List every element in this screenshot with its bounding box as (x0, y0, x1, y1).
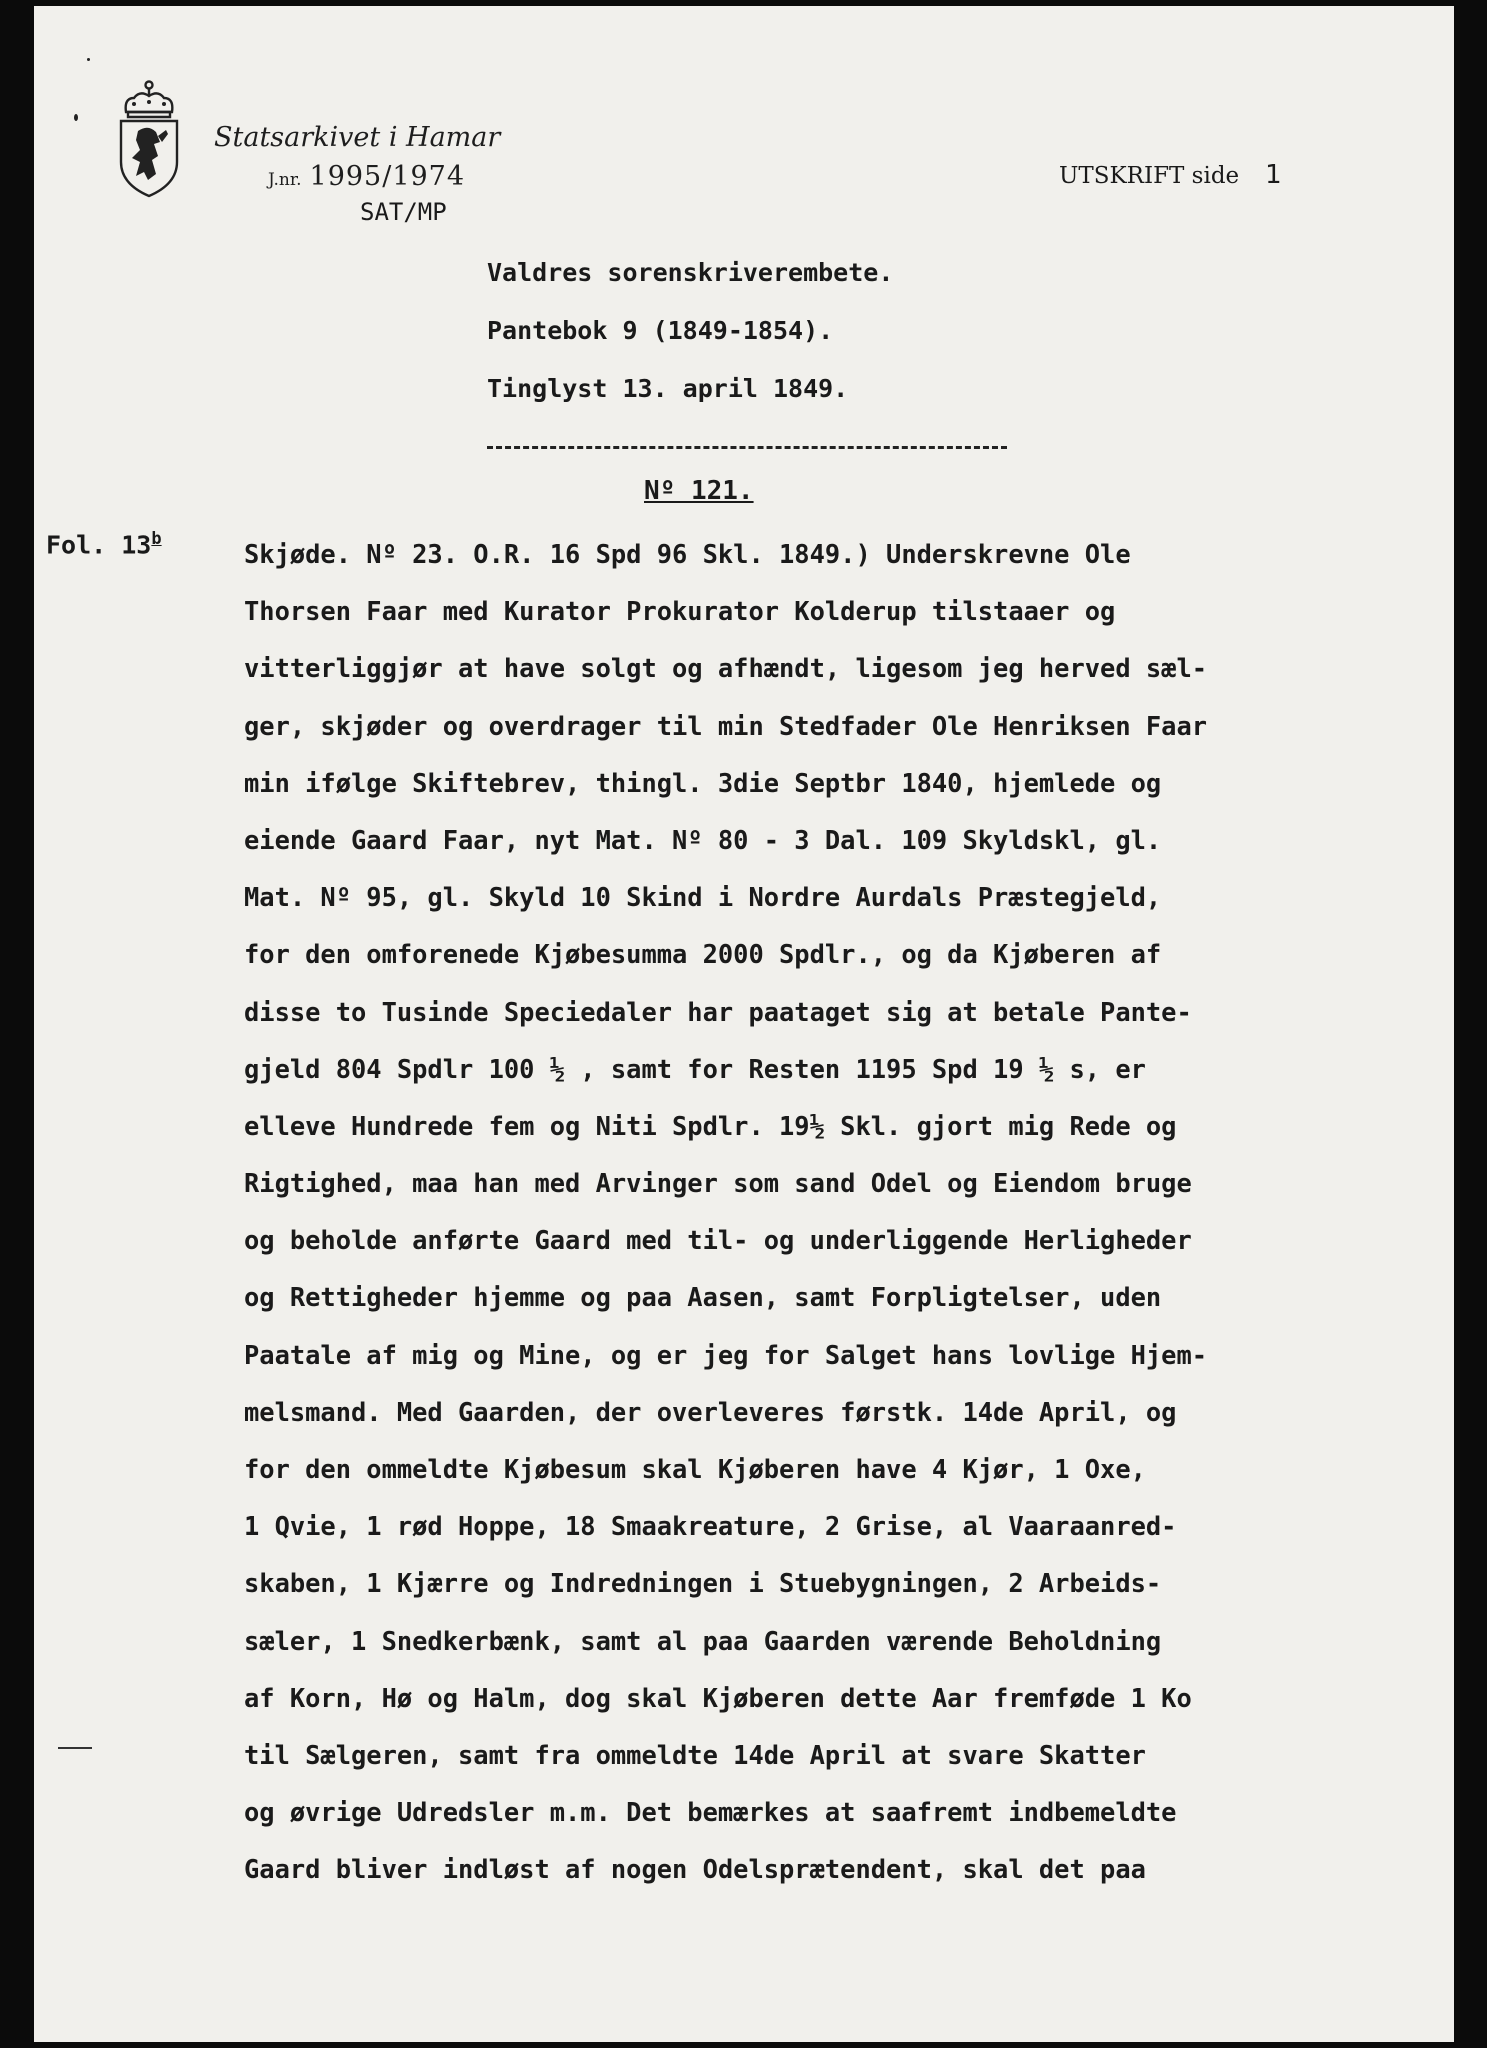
body-line: og beholde anførte Gaard med til- og underliggende Herligheder (244, 1225, 1192, 1256)
body-line: af Korn, Hø og Halm, dog skal Kjøberen dette Aar fremføde 1 Ko (244, 1682, 1192, 1713)
body-line: ger, skjøder og overdrager til min Stedfader Ole Henriksen Faar (244, 710, 1208, 741)
body-line: og Rettigheder hjemme og paa Aasen, samt Forpligtelser, uden (244, 1282, 1162, 1313)
journal-number-line (268, 161, 465, 192)
utskrift-page-label (1059, 160, 1282, 190)
entry-number-text: Nº 121. (644, 476, 754, 506)
body-line: Thorsen Faar med Kurator Prokurator Kolderup tilstaaer og (244, 596, 1116, 627)
body-line: og øvrige Udredsler m.m. Det bemærkes at saafremt indbemeldte (244, 1797, 1177, 1828)
archive-name: Statsarkivet i Hamar (214, 122, 501, 153)
office-title: Valdres sorenskriverembete. (487, 258, 894, 287)
body-line: for den omforenede Kjøbesumma 2000 Spdlr., og da Kjøberen af (244, 939, 1162, 970)
body-line: Rigtighed, maa han med Arvinger som sand Odel og Eiendom bruge (244, 1168, 1192, 1199)
folio-superscript: b (151, 529, 162, 549)
folio-reference (46, 529, 162, 559)
entry-number (644, 476, 754, 506)
deed-body-text (244, 526, 1444, 1899)
body-line: for den ommeldte Kjøbesum skal Kjøberen have 4 Kjør, 1 Oxe, (244, 1454, 1146, 1484)
body-line: sæler, 1 Snedkerbænk, samt al paa Gaarden værende Beholdning (244, 1625, 1162, 1656)
book-title: Pantebok 9 (1849-1854). (487, 316, 834, 345)
initials: SAT/MP (360, 198, 447, 226)
body-line: vitterliggjør at have solgt og afhændt, ligesom jeg herved sæl- (244, 653, 1208, 684)
folio-text: Fol. 13 (46, 530, 152, 560)
body-line: elleve Hundrede fem og Niti Spdlr. 19½ Skl. gjort mig Rede og (244, 1110, 1177, 1141)
body-line: melsmand. Med Gaarden, der overleveres førstk. 14de April, og (244, 1396, 1177, 1427)
body-line: eiende Gaard Faar, nyt Mat. Nº 80 - 3 Dal. 109 Skyldskl, gl. (244, 824, 1162, 855)
body-line: 1 Qvie, 1 rød Hoppe, 18 Smaakreature, 2 Grise, al Vaaraanred- (244, 1511, 1177, 1542)
margin-mark (58, 1747, 92, 1749)
document-page (34, 6, 1454, 2042)
registration-date: Tinglyst 13. april 1849. (487, 374, 849, 403)
body-line: skaben, 1 Kjærre og Indredningen i Stuebygningen, 2 Arbeids- (244, 1568, 1162, 1599)
body-line: disse to Tusinde Speciedaler har paataget sig at betale Pante- (244, 996, 1192, 1027)
dashed-divider (487, 446, 1007, 449)
journal-number-label: J.nr. (268, 170, 302, 190)
journal-number: 1995/1974 (309, 161, 466, 192)
body-line: gjeld 804 Spdlr 100 ½ , samt for Resten 1195 Spd 19 ½ s, er (244, 1053, 1146, 1084)
body-line: min ifølge Skiftebrev, thingl. 3die Septbr 1840, hjemlede og (244, 767, 1162, 798)
body-line: Paatale af mig og Mine, og er jeg for Salget hans lovlige Hjem- (244, 1339, 1208, 1370)
utskrift-label: UTSKRIFT side (1059, 163, 1240, 189)
body-line: Gaard bliver indløst af nogen Odelsprætendent, skal det paa (244, 1854, 1146, 1885)
body-line: Mat. Nº 95, gl. Skyld 10 Skind i Nordre Aurdals Præstegjeld, (244, 882, 1162, 913)
page-number: 1 (1265, 160, 1282, 190)
coat-of-arms-icon (114, 76, 184, 200)
body-line: Skjøde. Nº 23. O.R. 16 Spd 96 Skl. 1849.) Underskrevne Ole (244, 539, 1131, 569)
body-line: til Sælgeren, samt fra ommeldte 14de April at svare Skatter (244, 1739, 1146, 1770)
